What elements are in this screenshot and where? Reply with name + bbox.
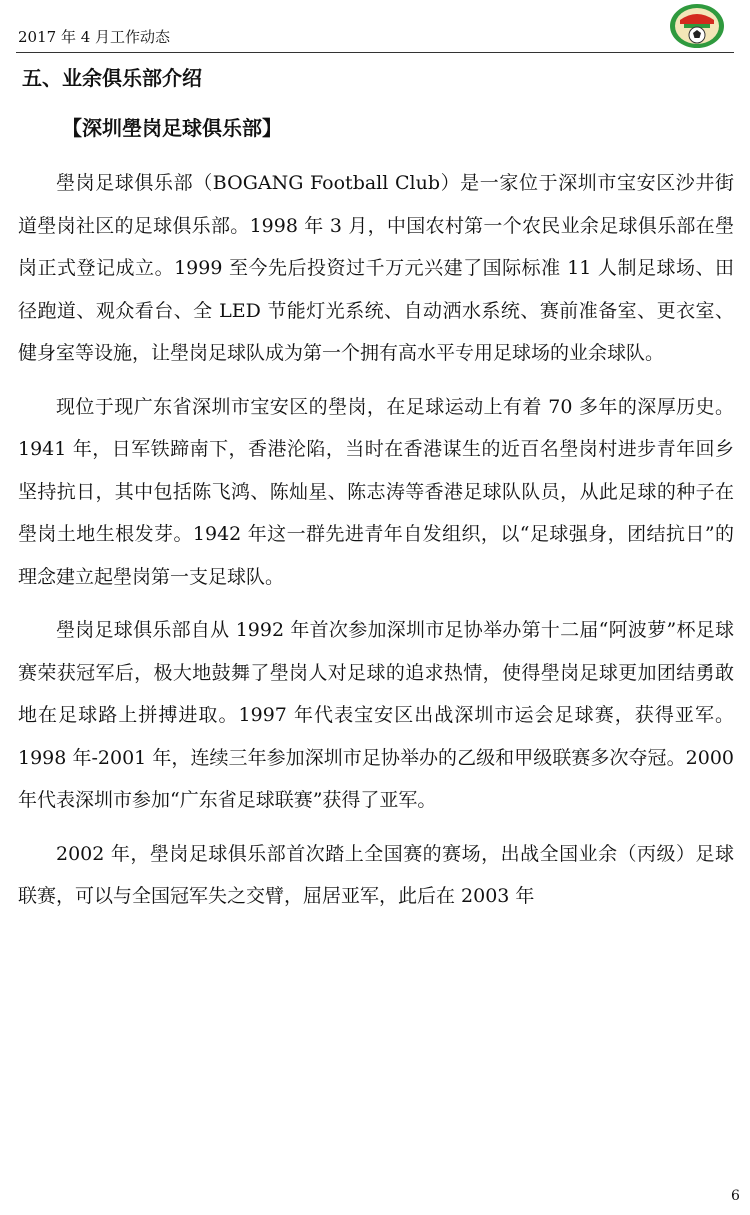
football-association-emblem-icon [668, 2, 726, 50]
header-divider [16, 52, 734, 53]
header-title: 2017 年 4 月工作动态 [18, 28, 171, 46]
paragraph: 壆岗足球俱乐部（BOGANG Football Club）是一家位于深圳市宝安区沙井街道壆岗社区的足球俱乐部。1998 年 3 月，中国农村第一个农民业余足球俱乐部在壆岗正式登记成立。1999 至今先后投资过千万元兴建了国际标准 11 人制足球场、田径跑道、观众看台、全 LED 节能灯光系统、自动洒水系统、赛前准备室、更衣室、健身室等设施，让壆岗足球队成为第一个拥有高水平专用足球场的业余球队。 [18, 172, 734, 364]
paragraph: 壆岗足球俱乐部自从 1992 年首次参加深圳市足协举办第十二届“阿波萝”杯足球赛荣获冠军后，极大地鼓舞了壆岗人对足球的追求热情，使得壆岗足球更加团结勇敢地在足球路上拼搏进取。1997 年代表宝安区出战深圳市运会足球赛，获得亚军。1998 年-2001 年，连续三年参加深圳市足协举办的乙级和甲级联赛多次夺冠。2000 年代表深圳市参加“广东省足球联赛”获得了亚军。 [18, 619, 734, 811]
subsection-title: 【深圳壆岗足球俱乐部】 [62, 116, 282, 140]
paragraph: 2002 年，壆岗足球俱乐部首次踏上全国赛的赛场，出战全国业余（丙级）足球联赛，可以与全国冠军失之交臂，屈居亚军，此后在 2003 年 [18, 842, 734, 907]
page-number: 6 [731, 1188, 740, 1204]
article-body [18, 162, 734, 918]
paragraph: 现位于现广东省深圳市宝安区的壆岗，在足球运动上有着 70 多年的深厚历史。1941 年，日军铁蹄南下，香港沦陷，当时在香港谋生的近百名壆岗村进步青年回乡坚持抗日，其中包括陈飞鸿、陈灿星、陈志涛等香港足球队队员，从此足球的种子在壆岗土地生根发芽。1942 年这一群先进青年自发组织，以“足球强身，团结抗日”的理念建立起壆岗第一支足球队。 [18, 395, 734, 588]
section-title: 五、业余俱乐部介绍 [22, 66, 202, 90]
